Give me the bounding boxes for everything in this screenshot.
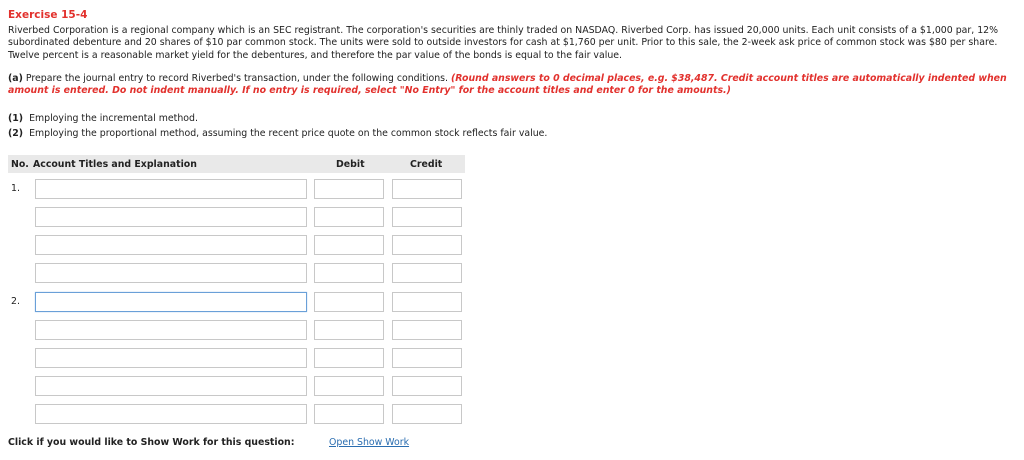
credit-input[interactable] [392,235,462,255]
account-title-input[interactable] [35,348,307,368]
account-title-input[interactable] [35,263,307,283]
instruction [8,73,1013,98]
exercise-title: Exercise 15-4 [8,9,88,21]
part-number: (2) [8,128,24,139]
entry-number: 1. [11,183,20,194]
part-number: (1) [8,113,24,124]
header-account: Account Titles and Explanation [33,159,197,170]
credit-input[interactable] [392,263,462,283]
debit-input[interactable] [314,179,384,199]
journal-row [8,320,468,342]
instruction-label: (a) [8,73,23,84]
account-title-input[interactable] [35,179,307,199]
credit-input[interactable] [392,404,462,424]
journal-row [8,404,468,426]
credit-input[interactable] [392,179,462,199]
part-text: Employing the incremental method. [29,113,198,124]
journal-row [8,235,468,257]
part-item [8,111,547,126]
account-title-input[interactable] [35,376,307,396]
debit-input[interactable] [314,320,384,340]
debit-input[interactable] [314,263,384,283]
instruction-note: (Round answers to 0 decimal places, e.g. $38,487. Credit account titles are automatically indented when amount is entered. Do not indent manually. If no entry is required, select "No Entry" for the account titles and enter 0 for the amounts.) [8,73,1007,97]
journal-row [8,348,468,370]
credit-input[interactable] [392,348,462,368]
header-credit: Credit [410,159,443,170]
journal-row [8,263,468,285]
debit-input[interactable] [314,404,384,424]
debit-input[interactable] [314,292,384,312]
credit-input[interactable] [392,207,462,227]
entry-number: 2. [11,296,20,307]
journal-row [8,179,468,201]
header-debit: Debit [336,159,365,170]
debit-input[interactable] [314,376,384,396]
journal-row [8,376,468,398]
show-work-prompt: Click if you would like to Show Work for this question: [8,437,295,448]
credit-input[interactable] [392,376,462,396]
instruction-text: Prepare the journal entry to record Riverbed's transaction, under the following conditions. [22,73,452,84]
account-title-input[interactable] [35,292,307,312]
debit-input[interactable] [314,235,384,255]
account-title-input[interactable] [35,207,307,227]
journal-row [8,292,468,314]
account-title-input[interactable] [35,235,307,255]
account-title-input[interactable] [35,404,307,424]
credit-input[interactable] [392,292,462,312]
journal-table-header [8,155,465,173]
part-text: Employing the proportional method, assuming the recent price quote on the common stock reflects fair value. [29,128,548,139]
part-item [8,126,547,141]
open-show-work-link[interactable]: Open Show Work [329,437,410,448]
credit-input[interactable] [392,320,462,340]
header-no: No. [11,159,29,170]
problem-intro: Riverbed Corporation is a regional company which is an SEC registrant. The corporation's securities are thinly traded on NASDAQ. Riverbed Corp. has issued 20,000 units. Each unit consists of a $1,000 par, 12% subordinated debenture and 20 shares of $10 par common stock. The units were sold to outside investors for cash at $1,760 per unit. Prior to this sale, the 2-week ask price of common stock was $80 per share. Twelve percent is a reasonable market yield for the debentures, and therefore the par value of the bonds is equal to the fair value. [8,25,999,61]
debit-input[interactable] [314,348,384,368]
account-title-input[interactable] [35,320,307,340]
debit-input[interactable] [314,207,384,227]
journal-row [8,207,468,229]
parts-list [8,111,547,141]
